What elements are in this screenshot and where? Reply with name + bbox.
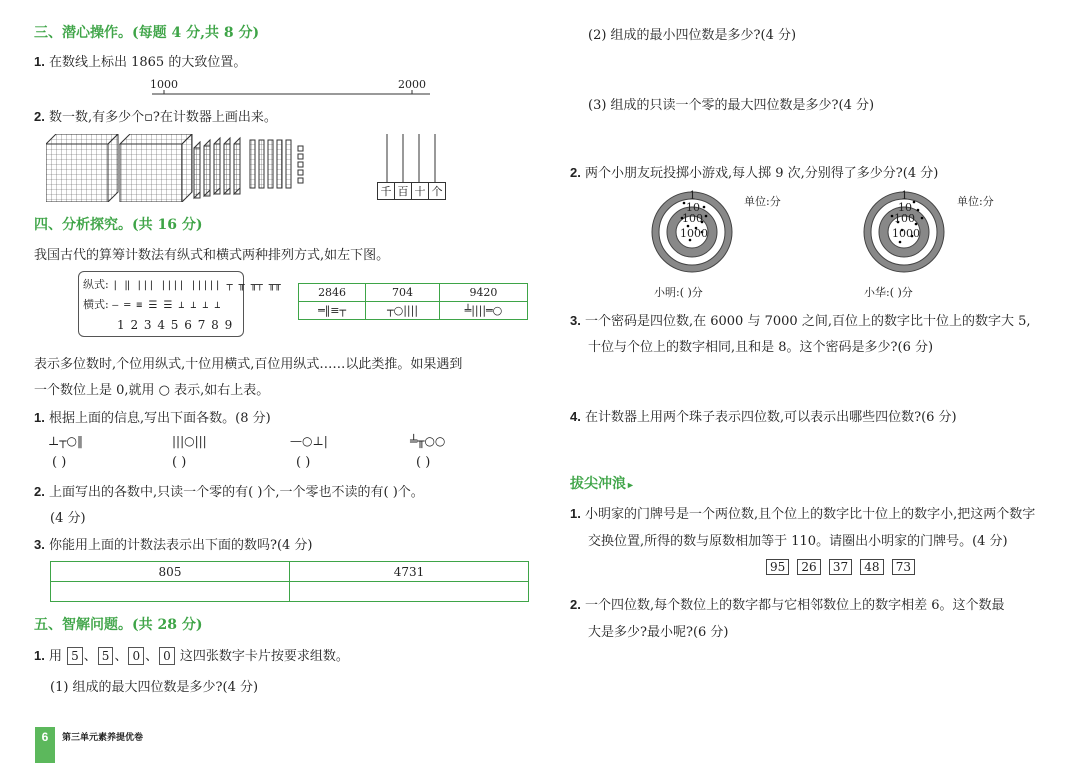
door-option[interactable]: 73 (892, 559, 915, 575)
ring-label-1000: 1000 (680, 227, 708, 240)
rod-digits: 1 2 3 4 5 6 7 8 9 (117, 318, 234, 332)
answer-cell[interactable] (51, 582, 290, 602)
question-number: 2. (570, 597, 581, 612)
question-number: 4. (570, 409, 581, 424)
base-ten-blocks-illustration (46, 134, 326, 202)
question-5-3 (570, 310, 1030, 329)
triangle-icon: ► (626, 480, 635, 490)
ring-label-1000: 1000 (892, 227, 920, 240)
question-5-1: 1. 用 5 、 5 、 0 、 0 这四张数字卡片按要求组数。 (34, 648, 349, 664)
question-5-1-sub-2: (2) 组成的最小四位数是多少?(4 分) (588, 28, 797, 43)
question-5-1-sub-3: (3) 组成的只读一个零的最大四位数是多少?(4 分) (588, 98, 875, 113)
table-number: 2846 (299, 284, 366, 302)
question-text: 你能用上面的计数法表示出下面的数吗?(4 分) (48, 538, 313, 553)
question-5-3-line-2: 十位与个位上的数字相同,且和是 8。这个密码是多少?(6 分) (588, 340, 934, 355)
challenge-1 (570, 503, 1035, 522)
question-number: 3. (34, 537, 45, 552)
rod-system-box (78, 271, 281, 337)
abacus-base (377, 182, 446, 200)
unit-label-xiaohua: 单位:分 (957, 195, 994, 208)
answer-blank[interactable]: ( ) (172, 455, 187, 470)
answer-blank[interactable]: ( ) (296, 455, 311, 470)
unit-label-xiaoming: 单位:分 (744, 195, 781, 208)
rod-item-3: —○⊥| (290, 434, 328, 448)
ring-label-1: 1 (901, 189, 908, 202)
section-4-intro: 我国古代的算筹计数法有纵式和横式两种排列方式,如左下图。 (34, 248, 390, 263)
challenge-2 (570, 594, 1005, 613)
abacus-label-hundreds: 百 (395, 183, 412, 199)
door-number-options (764, 559, 917, 575)
question-text: 上面写出的各数中,只读一个零的有( )个,一个零也不读的有( )个。 (48, 485, 424, 500)
challenge-2-line-2: 大是多少?最小呢?(6 分) (588, 625, 729, 640)
abacus-label-thousands: 千 (378, 183, 395, 199)
question-text: 在计数器上用两个珠子表示四位数,可以表示出哪些四位数?(6 分) (584, 410, 957, 425)
xiaohua-answer[interactable]: 小华:( )分 (864, 286, 913, 299)
question-text-line-1: 小明家的门牌号是一个两位数,且个位上的数字比十位上的数字小,把这两个数字 (584, 507, 1036, 522)
question-number: 1. (34, 410, 45, 425)
question-text: 两个小朋友玩投掷小游戏,每人掷 9 次,分别得了多少分?(4 分) (584, 166, 939, 181)
answer-blank[interactable]: ( ) (416, 455, 431, 470)
question-5-2 (570, 162, 938, 181)
ring-label-100: 100 (894, 212, 915, 225)
footer-text: 第三单元素养提优卷 (62, 732, 144, 742)
answer-cell[interactable] (290, 582, 529, 602)
rod-item-1: ⊥┬○‖ (48, 434, 83, 448)
number-line[interactable] (150, 90, 432, 100)
number-line-start: 1000 (150, 78, 178, 91)
question-number: 1. (34, 648, 45, 663)
ring-label-10: 10 (898, 201, 912, 214)
ring-label-100: 100 (682, 212, 703, 225)
question-text: 在数线上标出 1865 的大致位置。 (48, 55, 247, 70)
challenge-1-line-2: 交换位置,所得的数与原数相加等于 110。请圈出小明家的门牌号。(4 分) (588, 534, 1008, 549)
xiaoming-answer[interactable]: 小明:( )分 (654, 286, 703, 299)
question-text: 数一数,有多少个▫?在计数器上画出来。 (48, 110, 277, 125)
question-number: 1. (570, 506, 581, 521)
door-option[interactable]: 48 (860, 559, 883, 575)
question-text-pre: 用 (48, 649, 62, 664)
question-number: 2. (34, 484, 45, 499)
number-to-rod-table (50, 561, 529, 602)
challenge-title-text: 拔尖冲浪 (570, 475, 626, 491)
question-text-line-1: 一个四位数,每个数位上的数字都与它相邻数位上的数字相差 6。这个数最 (584, 598, 1005, 613)
question-number: 1. (34, 54, 45, 69)
question-4-2 (34, 481, 424, 500)
table-number: 805 (51, 562, 290, 582)
table-rod: ╧||||═○ (439, 302, 527, 320)
table-number: 4731 (290, 562, 529, 582)
table-rod: ═‖≡┬ (299, 302, 366, 320)
section-4-rule-line-2: 一个数位上是 0,就用 ○ 表示,如右上表。 (34, 383, 270, 398)
question-number: 2. (34, 109, 45, 124)
challenge-section-title (570, 473, 635, 493)
rod-example-table (298, 283, 528, 320)
table-number: 704 (366, 284, 440, 302)
question-text-line-1: 一个密码是四位数,在 6000 与 7000 之间,百位上的数字比十位上的数字大 5, (584, 314, 1031, 329)
question-text: 根据上面的信息,写出下面各数。(8 分) (48, 411, 271, 426)
table-number: 9420 (439, 284, 527, 302)
abacus-label-ones: 个 (431, 185, 443, 198)
question-3-2 (34, 106, 277, 125)
ring-label-1: 1 (689, 189, 696, 202)
abacus-label-tens: 十 (412, 183, 429, 199)
rod-vertical-glyphs: | ‖ ||| |||| ||||| ┬ ╥ ╥┬ ╥╥ (112, 280, 281, 291)
door-option[interactable]: 37 (829, 559, 852, 575)
door-option[interactable]: 95 (766, 559, 789, 575)
question-number: 2. (570, 165, 581, 180)
answer-blank[interactable]: ( ) (52, 455, 67, 470)
question-4-1 (34, 407, 271, 426)
question-number: 3. (570, 313, 581, 328)
rod-item-2: |||○||| (172, 434, 207, 448)
question-5-1-sub-1: (1) 组成的最大四位数是多少?(4 分) (50, 680, 259, 695)
ring-label-10: 10 (686, 201, 700, 214)
digit-card: 5 (67, 647, 83, 665)
door-option[interactable]: 26 (797, 559, 820, 575)
section-4-rule-line-1: 表示多位数时,个位用纵式,十位用横式,百位用纵式……以此类推。如果遇到 (34, 357, 463, 372)
abacus-rods[interactable] (378, 132, 446, 182)
rod-item-4: ╧╥○○ (410, 434, 446, 448)
section-4-title: 四、分析探究。(共 16 分) (34, 217, 203, 233)
digit-card: 5 (98, 647, 114, 665)
question-3-1 (34, 51, 246, 70)
rod-horizontal-label: 横式: (83, 298, 109, 311)
section-5-title: 五、智解问题。(共 28 分) (34, 617, 203, 633)
rod-horizontal-glyphs: — ═ ≡ ☰ ☰ ⊥ ⊥ ⊥ ⊥ (112, 300, 221, 311)
question-text-post: 这四张数字卡片按要求组数。 (179, 649, 349, 664)
digit-card: 0 (159, 647, 175, 665)
question-4-3 (34, 534, 313, 553)
section-3-title: 三、潜心操作。(每题 4 分,共 8 分) (34, 25, 260, 41)
page-number-tab: 6 (35, 727, 55, 763)
number-line-end: 2000 (398, 78, 426, 91)
table-rod: ┬○|||| (366, 302, 440, 320)
rod-vertical-label: 纵式: (83, 278, 109, 291)
question-5-4 (570, 406, 957, 425)
question-4-2-score: (4 分) (50, 511, 86, 526)
digit-card: 0 (128, 647, 144, 665)
